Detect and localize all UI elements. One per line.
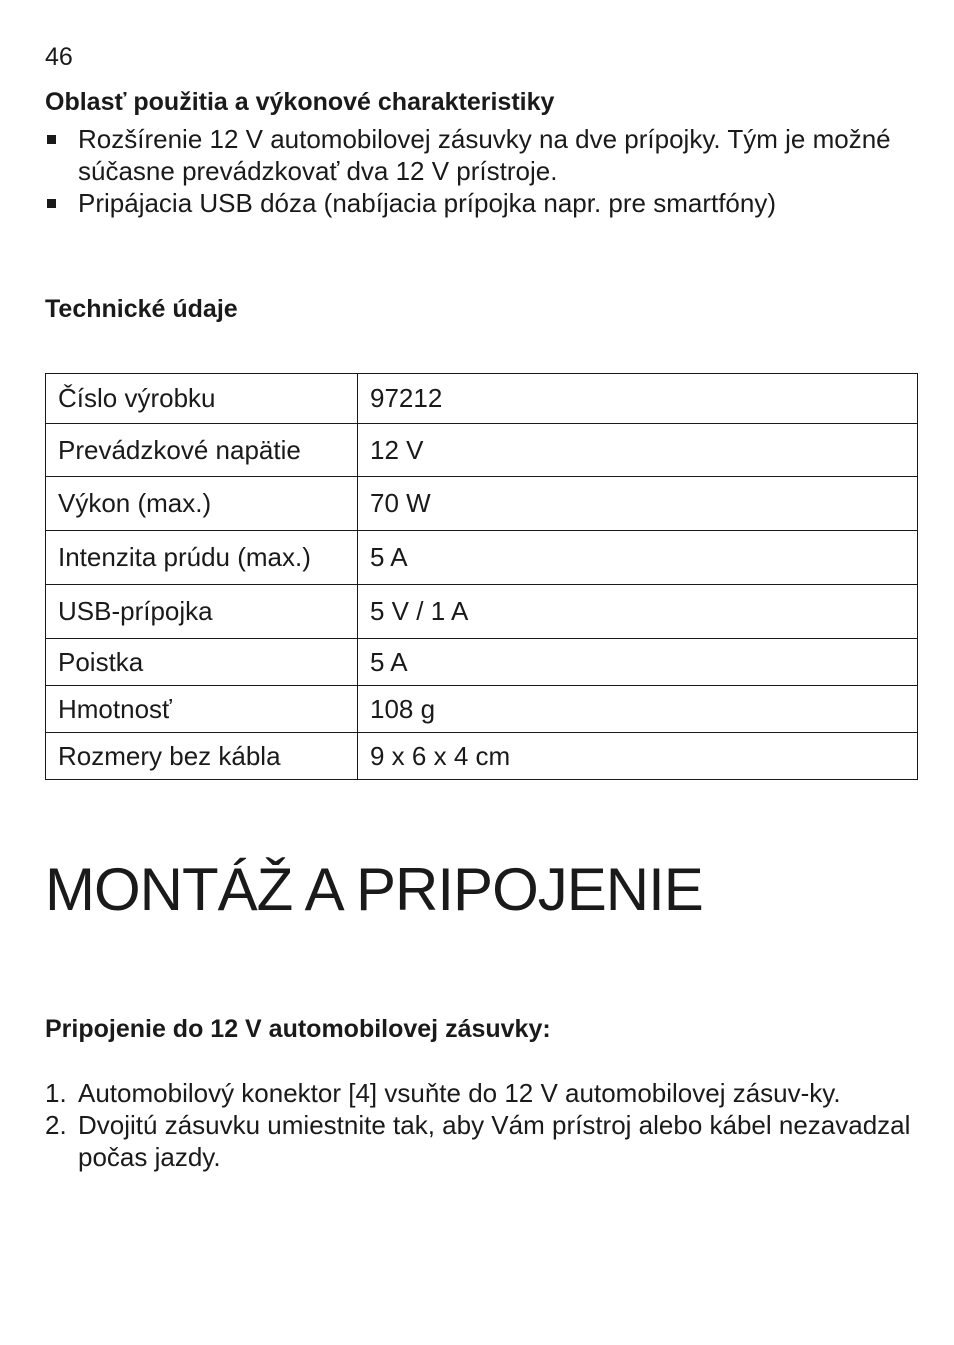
page-number: 46 bbox=[45, 43, 73, 71]
usage-bullet-list bbox=[45, 123, 918, 219]
step-number: 2. bbox=[45, 1110, 67, 1140]
spec-table bbox=[45, 373, 918, 780]
bullet-text: Pripájacia USB dóza (nabíjacia prípojka napr. pre smartfóny) bbox=[78, 188, 777, 218]
spec-value: 5 A bbox=[358, 531, 918, 585]
tech-heading: Technické údaje bbox=[45, 295, 238, 323]
spec-label: USB-prípojka bbox=[46, 585, 358, 639]
table-row bbox=[46, 639, 918, 686]
spec-value: 97212 bbox=[358, 374, 918, 424]
spec-label: Intenzita prúdu (max.) bbox=[46, 531, 358, 585]
spec-value: 9 x 6 x 4 cm bbox=[358, 733, 918, 780]
spec-label: Číslo výrobku bbox=[46, 374, 358, 424]
spec-label: Poistka bbox=[46, 639, 358, 686]
usage-heading: Oblasť použitia a výkonové charakteristiky bbox=[45, 88, 555, 116]
step-text: Automobilový konektor [4] vsuňte do 12 V automobilovej zásuv-ky. bbox=[78, 1078, 841, 1108]
table-row bbox=[46, 686, 918, 733]
table-row bbox=[46, 531, 918, 585]
chapter-title: MONTÁŽ A PRIPOJENIE bbox=[45, 856, 703, 923]
spec-value: 70 W bbox=[358, 477, 918, 531]
spec-value: 5 A bbox=[358, 639, 918, 686]
connect-steps-list bbox=[45, 1077, 918, 1173]
table-row bbox=[46, 424, 918, 477]
list-item bbox=[45, 1109, 918, 1173]
step-text: Dvojitú zásuvku umiestnite tak, aby Vám prístroj alebo kábel nezavadzal počas jazdy. bbox=[78, 1110, 911, 1172]
table-row bbox=[46, 477, 918, 531]
spec-label: Hmotnosť bbox=[46, 686, 358, 733]
connect-heading: Pripojenie do 12 V automobilovej zásuvky: bbox=[45, 1015, 551, 1043]
spec-label: Rozmery bez kábla bbox=[46, 733, 358, 780]
spec-value: 108 g bbox=[358, 686, 918, 733]
list-item bbox=[45, 187, 918, 219]
table-row bbox=[46, 374, 918, 424]
list-item bbox=[45, 123, 918, 187]
bullet-text: Rozšírenie 12 V automobilovej zásuvky na dve prípojky. Tým je možné súčasne prevádzkovať dva 12 V prístroje. bbox=[78, 124, 891, 186]
spec-label: Výkon (max.) bbox=[46, 477, 358, 531]
table-row bbox=[46, 733, 918, 780]
spec-value: 12 V bbox=[358, 424, 918, 477]
square-bullet-icon bbox=[47, 199, 56, 208]
step-number: 1. bbox=[45, 1078, 67, 1108]
list-item bbox=[45, 1077, 918, 1109]
square-bullet-icon bbox=[47, 135, 56, 144]
spec-value: 5 V / 1 A bbox=[358, 585, 918, 639]
spec-label: Prevádzkové napätie bbox=[46, 424, 358, 477]
table-row bbox=[46, 585, 918, 639]
